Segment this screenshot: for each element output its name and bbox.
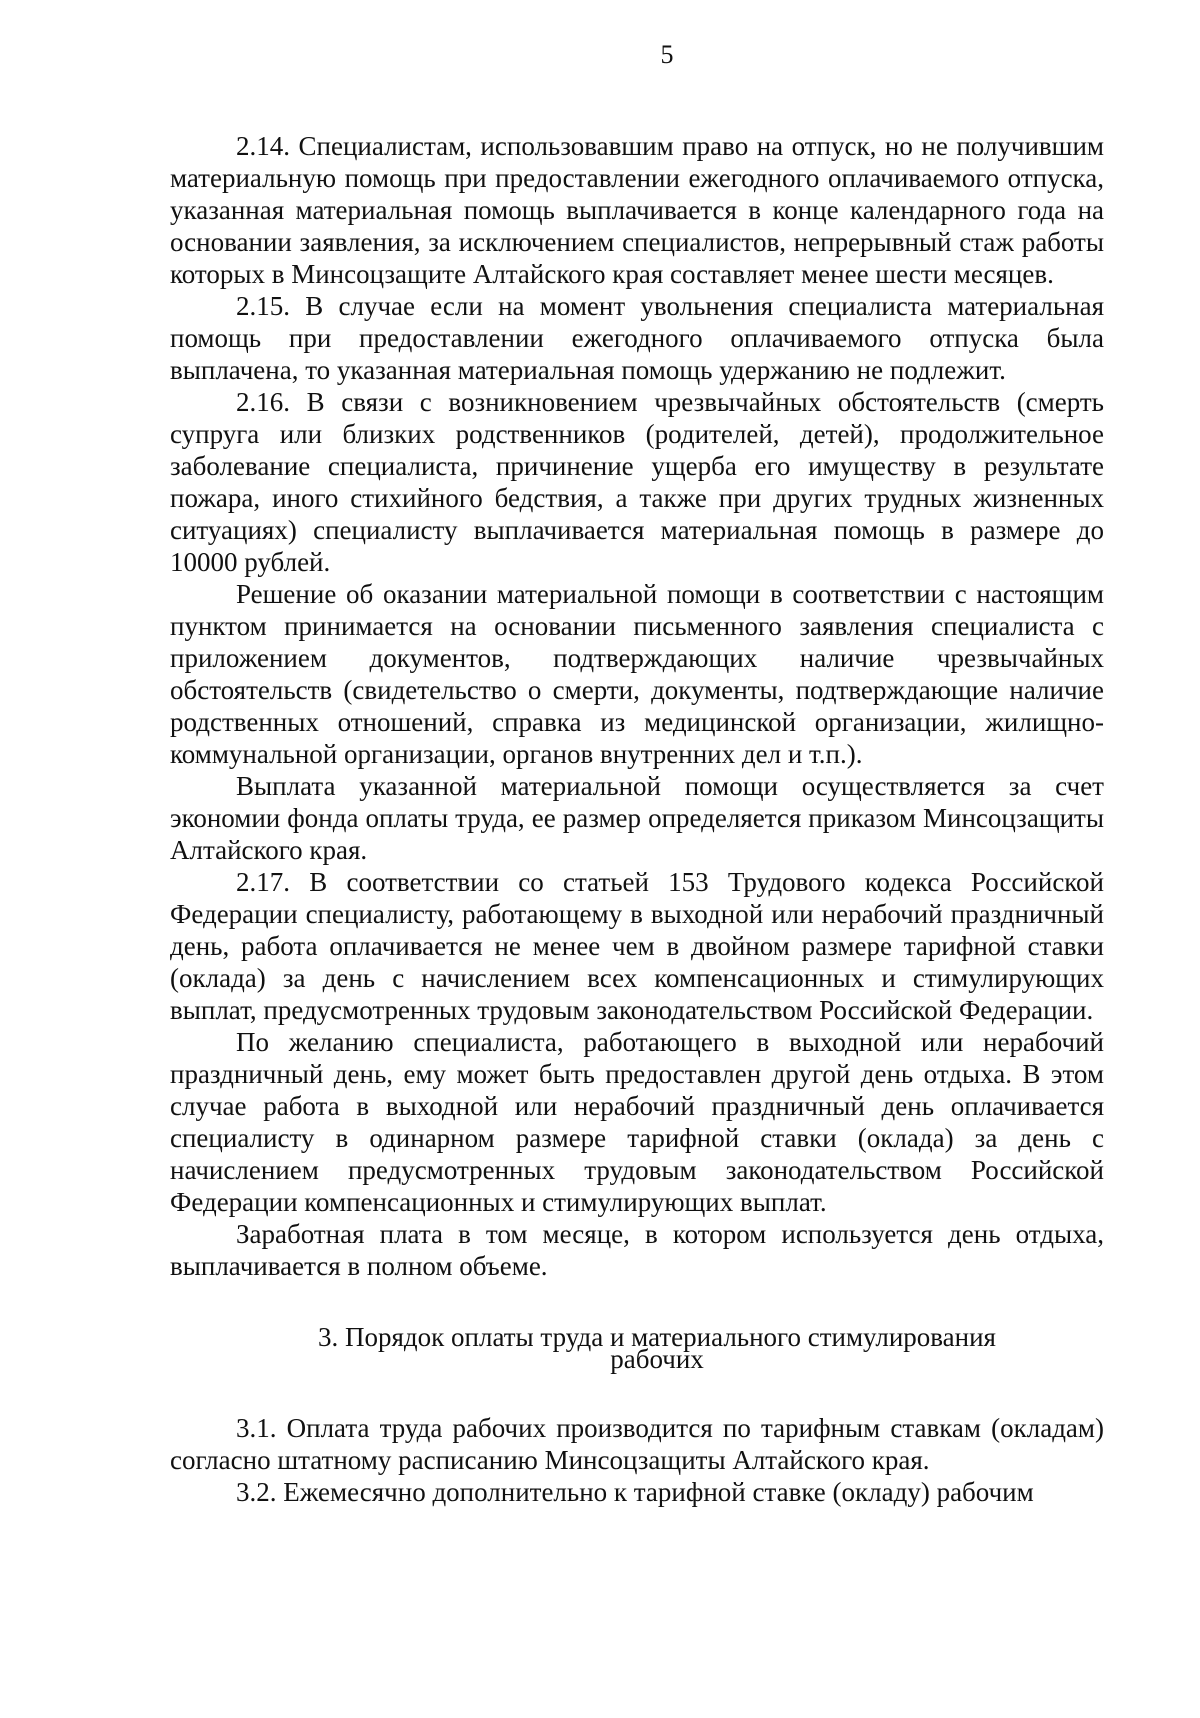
paragraph-2-16-decision: Решение об оказании материальной помощи в соответствии с настоящим пунктом принимается на основании письменного заявления специалиста с приложением документов, подтверждающих наличие чрезвычайных обстоятельств (свидетельство о смерти, документы, подтверждающие наличие родственных отношений, справка из медицинской организации, жилищно-коммунальной организации, органов внутренних дел и т.п.). (170, 579, 1104, 769)
paragraph-3-2: 3.2. Ежемесячно дополнительно к тарифной ставке (окладу) рабочим (236, 1477, 1034, 1507)
paragraphs-bottom (170, 1412, 1104, 1508)
paragraph-2-15: 2.15. В случае если на момент увольнения специалиста материальная помощь при предоставлении ежегодного оплачиваемого отпуска была выплачена, то указанная материальная помощь удержанию не подлежит. (170, 291, 1104, 385)
paragraph-2-17-salary: Заработная плата в том месяце, в котором используется день отдыха, выплачивается в полном объеме. (170, 1219, 1104, 1281)
section-heading (170, 1322, 1104, 1374)
paragraph-2-17: 2.17. В соответствии со статьей 153 Трудового кодекса Российской Федерации специалисту, работающему в выходной или нерабочий праздничный день, работа оплачивается не менее чем в двойном размере тарифной ставки (оклада) за день с начислением всех компенсационных и стимулирующих выплат, предусмотренных трудовым законодательством Российской Федерации. (170, 867, 1104, 1025)
paragraph-2-14: 2.14. Специалистам, использовавшим право на отпуск, но не получившим материальную помощь при предоставлении ежегодного оплачиваемого отпуска, указанная материальная помощь выплачивается в конце календарного года на основании заявления, за исключением специалистов, непрерывный стаж работы которых в Минсоцзащите Алтайского края составляет менее шести месяцев. (170, 131, 1104, 289)
paragraph-2-17-day-off: По желанию специалиста, работающего в выходной или нерабочий праздничный день, ему может быть предоставлен другой день отдыха. В этом случае работа в выходной или нерабочий праздничный день оплачивается специалисту в одинарном размере тарифной ставки (оклада) за день с начислением предусмотренных трудовым законодательством Российской Федерации компенсационных и стимулирующих выплат. (170, 1027, 1104, 1217)
section-heading-line-1: 3. Порядок оплаты труда и материального стимулирования (318, 1322, 996, 1352)
paragraph-2-16-payment: Выплата указанной материальной помощи осуществляется за счет экономии фонда оплаты труда, ее размер определяется приказом Минсоцзащиты Алтайского края. (170, 771, 1104, 865)
paragraph-2-16: 2.16. В связи с возникновением чрезвычайных обстоятельств (смерть супруга или близких родственников (родителей, детей), продолжительное заболевание специалиста, причинение ущерба его имуществу в результате пожара, иного стихийного бедствия, а также при других трудных жизненных ситуациях) специалисту выплачивается материальная помощь в размере до 10000 рублей. (170, 387, 1104, 577)
paragraph-3-1: 3.1. Оплата труда рабочих производится по тарифным ставкам (окладам) согласно штатному расписанию Минсоцзащиты Алтайского края. (170, 1413, 1104, 1475)
section-heading-line-2: рабочих (610, 1344, 704, 1374)
paragraphs-top (170, 130, 1104, 1282)
page-number: 5 (660, 40, 674, 69)
